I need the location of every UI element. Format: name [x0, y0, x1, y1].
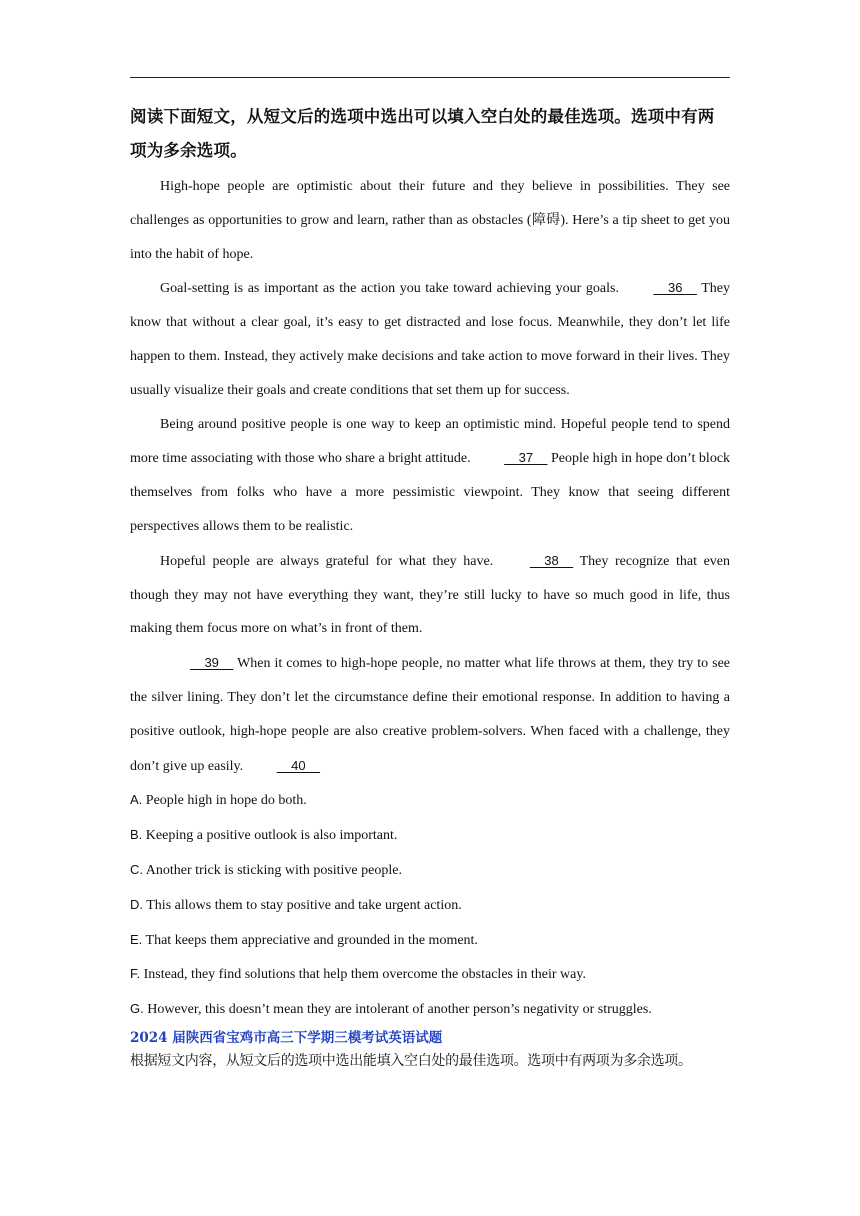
option-letter: A.	[130, 792, 143, 808]
option-f[interactable]	[130, 957, 730, 992]
blank-39[interactable]: 39	[190, 655, 234, 671]
option-g[interactable]	[130, 992, 730, 1027]
paragraph-4	[130, 544, 730, 646]
paragraph-3	[130, 408, 730, 544]
paragraph-2	[130, 271, 730, 407]
option-text: Another trick is sticking with positive people.	[143, 862, 402, 878]
source-link[interactable]: 2024 届陕西省宝鸡市高三下学期三模考试英语试题	[130, 1029, 443, 1046]
paragraph-4-text-b: They recognize that even though they may not have everything they want, they’re still lucky to have so much good in life, thus making them focus more on what’s in front of them.	[130, 553, 731, 637]
next-instruction: 根据短文内容，从短文后的选项中选出能填入空白处的最佳选项。选项中有两项为多余选项。	[130, 1052, 692, 1069]
paragraph-3-text-a: Being around positive people is one way to keep an optimistic mind. Hopeful people tend to spend more time associating with those who share a bright attitude.	[130, 416, 730, 467]
paragraph-5-text-b: When it comes to high-hope people, no matter what life throws at them, they try to see the silver lining. They don’t let the circumstance define their emotional response. In addition to having a positive outlook, high-hope people are also creative problem-solvers. When faced with a challenge, they don’t give up easily.	[130, 656, 731, 774]
option-c[interactable]	[130, 853, 730, 888]
option-text: This allows them to stay positive and take urgent action.	[143, 897, 462, 913]
paragraph-5	[130, 646, 730, 783]
option-text: However, this doesn’t mean they are intolerant of another person’s negativity or struggles.	[143, 1002, 652, 1018]
blank-38[interactable]: 38	[529, 552, 574, 568]
option-text: That keeps them appreciative and grounded in the moment.	[142, 932, 478, 948]
option-text: Instead, they find solutions that help them overcome the obstacles in their way.	[140, 967, 586, 983]
blank-37[interactable]: 37	[504, 450, 548, 466]
option-letter: G.	[130, 1001, 144, 1017]
option-letter: E.	[130, 931, 143, 947]
option-b[interactable]	[130, 818, 730, 853]
option-letter: C.	[130, 861, 143, 877]
paragraph-1	[130, 170, 730, 271]
paragraph-2-text-a: Goal-setting is as important as the action you take toward achieving your goals.	[160, 281, 619, 297]
option-letter: F.	[130, 966, 141, 982]
option-letter: D.	[130, 896, 143, 912]
option-letter: B.	[130, 827, 143, 843]
header-rule	[130, 77, 730, 78]
document-body	[130, 100, 730, 1073]
paragraph-1-text: High-hope people are optimistic about their future and they believe in possibilities. They see challenges as opportunities to grow and learn, rather than as obstacles (障碍). Here’s a tip sheet to get you into the habit of hope.	[130, 179, 730, 262]
option-text: Keeping a positive outlook is also important.	[142, 828, 398, 844]
paragraph-3-text-b: People high in hope don’t block themselves from folks who have a more pessimistic viewpoint. They know that seeing different perspectives allows them to be realistic.	[130, 451, 731, 534]
option-d[interactable]	[130, 888, 730, 923]
option-a[interactable]	[130, 783, 730, 818]
paragraph-2-text-b: They know that without a clear goal, it’s easy to get distracted and lose focus. Meanwhile, they don’t let life happen to them. Instead, they actively make decisions and take action to move forward in their lives. They usually visualize their goals and create conditions that set them up for success.	[130, 281, 731, 398]
blank-40[interactable]: 40	[276, 757, 321, 773]
option-text: People high in hope do both.	[142, 793, 307, 809]
paragraph-4-text-a: Hopeful people are always grateful for what they have.	[160, 553, 494, 569]
options-list	[130, 783, 730, 1027]
instruction-heading: 阅读下面短文，从短文后的选项中选出可以填入空白处的最佳选项。选项中有两项为多余选项。	[130, 107, 715, 160]
option-e[interactable]	[130, 923, 730, 958]
blank-36[interactable]: 36	[653, 280, 697, 296]
